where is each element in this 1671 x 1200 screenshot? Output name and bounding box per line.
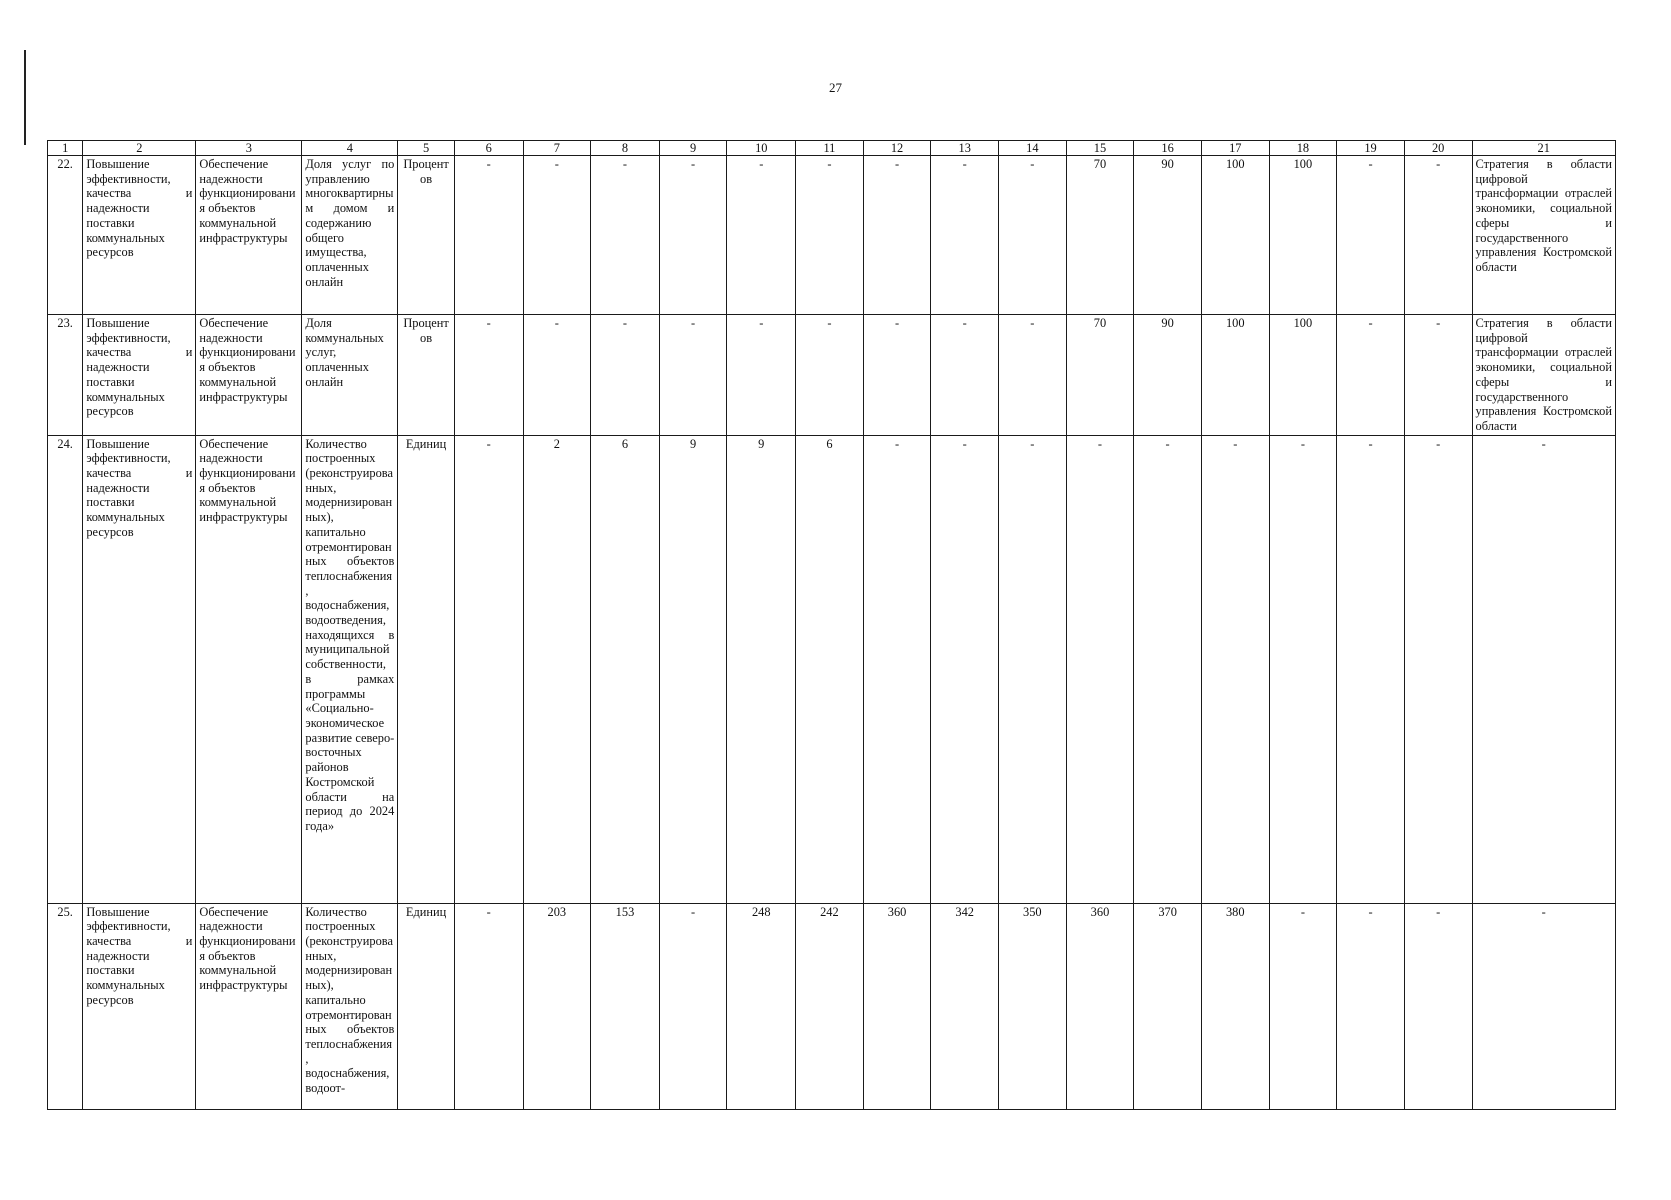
value-cell: 100 bbox=[1269, 156, 1337, 315]
column-number: 13 bbox=[931, 141, 999, 156]
value-cell: 242 bbox=[796, 903, 864, 1109]
indicator-cell: Количество построенных (реконструированных, модернизированных), капитально отремонтированных объектов теплоснабжения, водоснабжения, водоот- bbox=[302, 903, 398, 1109]
value-cell: - bbox=[659, 156, 727, 315]
value-cell: 90 bbox=[1134, 315, 1202, 436]
value-cell: - bbox=[454, 435, 523, 903]
goal-cell: Повышение эффективности, качества и надежности поставки коммунальных ресурсов bbox=[83, 903, 196, 1109]
column-number: 19 bbox=[1337, 141, 1405, 156]
column-number: 10 bbox=[727, 141, 796, 156]
value-cell: - bbox=[591, 156, 660, 315]
value-cell: 203 bbox=[523, 903, 591, 1109]
indicator-cell: Количество построенных (реконструированных, модернизированных), капитально отремонтированных объектов теплоснабжения, водоснабжения, водоотведения, находящихся в муниципальной собственности, в рамках программы «Социально-экономическое развитие северо-восточных районов Костромской области на период до 2024 года» bbox=[302, 435, 398, 903]
column-number: 6 bbox=[454, 141, 523, 156]
column-number: 1 bbox=[48, 141, 83, 156]
value-cell: - bbox=[591, 315, 660, 436]
column-number: 3 bbox=[196, 141, 302, 156]
column-number: 5 bbox=[398, 141, 455, 156]
column-number: 12 bbox=[863, 141, 931, 156]
value-cell: 100 bbox=[1269, 315, 1337, 436]
value-cell: 360 bbox=[1066, 903, 1134, 1109]
value-cell: - bbox=[931, 315, 999, 436]
goal-cell: Повышение эффективности, качества и надежности поставки коммунальных ресурсов bbox=[83, 156, 196, 315]
column-number: 9 bbox=[659, 141, 727, 156]
value-cell: 2 bbox=[523, 435, 591, 903]
row-number-cell: 23. bbox=[48, 315, 83, 436]
indicator-cell: Доля коммунальных услуг, оплаченных онлайн bbox=[302, 315, 398, 436]
value-cell: - bbox=[863, 315, 931, 436]
value-cell: - bbox=[796, 156, 864, 315]
scan-edge-mark bbox=[24, 50, 26, 145]
task-cell: Обеспечение надежности функционирования объектов коммунальной инфраструктуры bbox=[196, 156, 302, 315]
task-cell: Обеспечение надежности функционирования объектов коммунальной инфраструктуры bbox=[196, 435, 302, 903]
value-cell: 70 bbox=[1066, 315, 1134, 436]
value-cell: - bbox=[1201, 435, 1269, 903]
value-cell: - bbox=[523, 156, 591, 315]
value-cell: 6 bbox=[796, 435, 864, 903]
column-number: 8 bbox=[591, 141, 660, 156]
value-cell: 153 bbox=[591, 903, 660, 1109]
indicators-table bbox=[47, 140, 1616, 1110]
value-cell: - bbox=[523, 315, 591, 436]
value-cell: - bbox=[1337, 156, 1405, 315]
value-cell: 248 bbox=[727, 903, 796, 1109]
value-cell: - bbox=[863, 156, 931, 315]
source-cell: Стратегия в области цифровой трансформации отраслей экономики, социальной сферы и государственного управления Костромской области bbox=[1472, 156, 1616, 315]
value-cell: - bbox=[863, 435, 931, 903]
column-number: 4 bbox=[302, 141, 398, 156]
page-number: 27 bbox=[829, 80, 842, 95]
column-number: 17 bbox=[1201, 141, 1269, 156]
value-cell: - bbox=[454, 156, 523, 315]
goal-cell: Повышение эффективности, качества и надежности поставки коммунальных ресурсов bbox=[83, 315, 196, 436]
value-cell: 9 bbox=[659, 435, 727, 903]
value-cell: - bbox=[1269, 903, 1337, 1109]
value-cell: - bbox=[796, 315, 864, 436]
value-cell: 350 bbox=[999, 903, 1067, 1109]
column-number: 16 bbox=[1134, 141, 1202, 156]
column-number: 15 bbox=[1066, 141, 1134, 156]
value-cell: - bbox=[1134, 435, 1202, 903]
row-number-cell: 25. bbox=[48, 903, 83, 1109]
table-row bbox=[48, 435, 1616, 903]
column-number: 11 bbox=[796, 141, 864, 156]
value-cell: 100 bbox=[1201, 156, 1269, 315]
value-cell: - bbox=[1269, 435, 1337, 903]
unit-cell: Процентов bbox=[398, 156, 455, 315]
value-cell: - bbox=[727, 156, 796, 315]
value-cell: - bbox=[659, 315, 727, 436]
table-row bbox=[48, 156, 1616, 315]
column-number: 14 bbox=[999, 141, 1067, 156]
value-cell: 70 bbox=[1066, 156, 1134, 315]
value-cell: - bbox=[454, 315, 523, 436]
value-cell: - bbox=[1337, 435, 1405, 903]
value-cell: 360 bbox=[863, 903, 931, 1109]
row-number-cell: 24. bbox=[48, 435, 83, 903]
source-cell: - bbox=[1472, 435, 1616, 903]
table-row bbox=[48, 315, 1616, 436]
indicator-cell: Доля услуг по управлению многоквартирным домом и содержанию общего имущества, оплаченных онлайн bbox=[302, 156, 398, 315]
value-cell: - bbox=[1404, 903, 1472, 1109]
value-cell: 90 bbox=[1134, 156, 1202, 315]
task-cell: Обеспечение надежности функционирования объектов коммунальной инфраструктуры bbox=[196, 903, 302, 1109]
value-cell: - bbox=[1337, 903, 1405, 1109]
column-number: 21 bbox=[1472, 141, 1616, 156]
task-cell: Обеспечение надежности функционирования объектов коммунальной инфраструктуры bbox=[196, 315, 302, 436]
column-number: 7 bbox=[523, 141, 591, 156]
value-cell: - bbox=[999, 435, 1067, 903]
value-cell: 6 bbox=[591, 435, 660, 903]
value-cell: 342 bbox=[931, 903, 999, 1109]
value-cell: - bbox=[931, 435, 999, 903]
value-cell: - bbox=[727, 315, 796, 436]
value-cell: - bbox=[1404, 156, 1472, 315]
value-cell: - bbox=[999, 315, 1067, 436]
value-cell: - bbox=[454, 903, 523, 1109]
unit-cell: Единиц bbox=[398, 903, 455, 1109]
value-cell: 380 bbox=[1201, 903, 1269, 1109]
value-cell: - bbox=[1066, 435, 1134, 903]
column-number: 2 bbox=[83, 141, 196, 156]
row-number-cell: 22. bbox=[48, 156, 83, 315]
unit-cell: Процентов bbox=[398, 315, 455, 436]
value-cell: 100 bbox=[1201, 315, 1269, 436]
value-cell: 9 bbox=[727, 435, 796, 903]
value-cell: - bbox=[1337, 315, 1405, 436]
column-number: 18 bbox=[1269, 141, 1337, 156]
value-cell: - bbox=[1404, 435, 1472, 903]
value-cell: - bbox=[659, 903, 727, 1109]
table-row bbox=[48, 903, 1616, 1109]
source-cell: - bbox=[1472, 903, 1616, 1109]
value-cell: 370 bbox=[1134, 903, 1202, 1109]
source-cell: Стратегия в области цифровой трансформации отраслей экономики, социальной сферы и государственного управления Костромской области bbox=[1472, 315, 1616, 436]
column-number: 20 bbox=[1404, 141, 1472, 156]
value-cell: - bbox=[931, 156, 999, 315]
value-cell: - bbox=[1404, 315, 1472, 436]
goal-cell: Повышение эффективности, качества и надежности поставки коммунальных ресурсов bbox=[83, 435, 196, 903]
value-cell: - bbox=[999, 156, 1067, 315]
column-number-row bbox=[48, 141, 1616, 156]
unit-cell: Единиц bbox=[398, 435, 455, 903]
